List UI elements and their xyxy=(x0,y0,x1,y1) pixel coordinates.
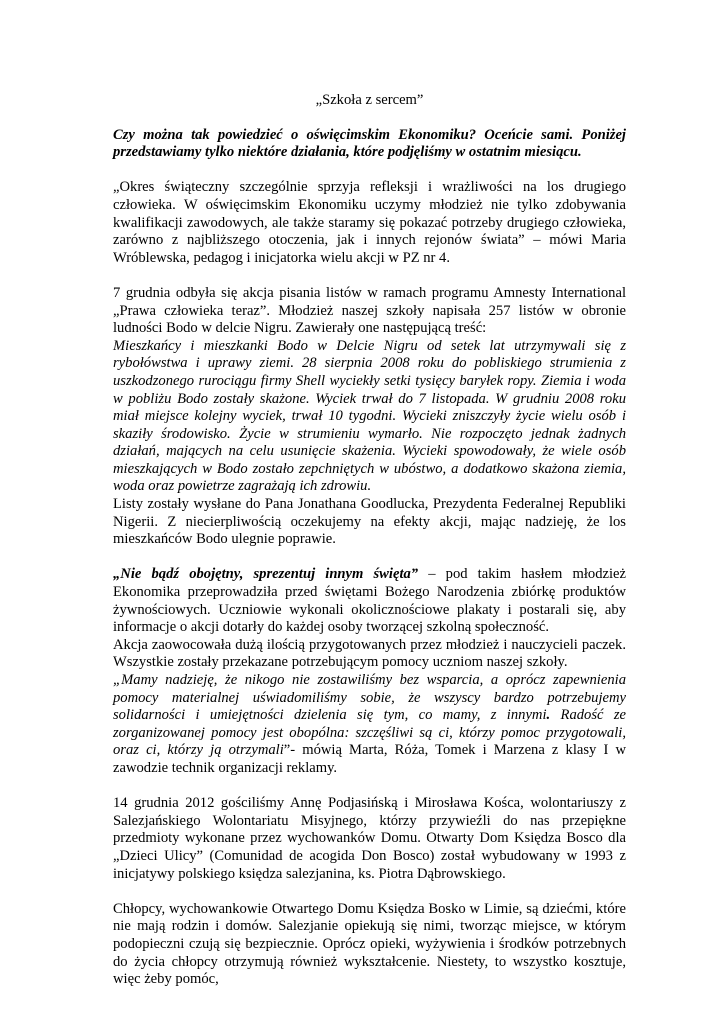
students-quote-dot: . xyxy=(546,707,551,724)
students-quote-attribution: ”- mówią Marta, Róża, Tomek i Marzena z klasy I w zawodzie technik organizacji reklamy. xyxy=(113,742,626,776)
amnesty-letter-quote: Mieszkańcy i mieszkanki Bodo w Delcie Nigru od setek lat utrzymywali się z rybołówstwa i uprawy ziemi. 28 sierpnia 2008 roku do pobliskiego strumienia z uszkodzonego rurociągu firmy Shell wyciekły setki tysięcy baryłek ropy. Ziemia i woda w pobliżu Bodo zostały skażone. Wyciek trwał do 7 listopada. W grudniu 2008 roku miał miejsce kolejny wyciek, trwał 10 tygodni. Wycieki zniszczyły życie wielu osób i skaziły środowisko. Życie w strumieniu wymarło. Nie rozpoczęto jednak żadnych działań, mających na celu usunięcie skażenia. Wycieki spowodowały, że wiele osób mieszkających w Bodo zostało zepchniętych w ubóstwo, a dodatkowo skażona ziemia, woda oraz powietrze zagrażają ich zdrowiu. xyxy=(113,337,626,495)
campaign-slogan: „Nie bądź obojętny, sprezentuj innym święta” xyxy=(113,566,419,583)
paragraph-volunteers: 14 grudnia 2012 gościliśmy Annę Podjasińską i Mirosława Kośca, wolontariuszy z Salezjańskiego Wolontariatu Misyjnego, którzy przywieźli do nas przepiękne przedmioty wykonane przez wychowanków Domu. Otwarty Dom Księdza Bosco dla „Dzieci Ulicy” (Comunidad de acogida Don Bosco) został wybudowany w 1993 z inicjatywy polskiego księdza salezjanina, ks. Piotra Dąbrowskiego. xyxy=(113,795,626,882)
paragraph-food-drive xyxy=(113,566,626,636)
paragraph-amnesty-result: Listy zostały wysłane do Pana Jonathana Goodlucka, Prezydenta Federalnej Republiki Nigerii. Z niecierpliwością oczekujemy na efekty akcji, mając nadzieję, że los mieszkańców Bodo ulegnie poprawie. xyxy=(113,496,626,548)
lead-paragraph: Czy można tak powiedzieć o oświęcimskim Ekonomiku? Oceńcie sami. Poniżej przedstawiamy tylko niektóre działania, które podjęliśmy w ostatnim miesiącu. xyxy=(113,126,626,161)
students-quote xyxy=(113,672,626,778)
document-title: „Szkoła z sercem” xyxy=(315,92,424,108)
students-quote-part-a: „Mamy nadzieję, że nikogo nie zostawiliśmy bez wsparcia, a oprócz zapewnienia pomocy materialnej uświadomiliśmy sobie, że wszyscy bardzo potrzebujemy solidarności i umiejętności dzielenia się tym, co mamy, z innymi xyxy=(113,672,626,724)
paragraph-food-drive-result: Akcja zaowocowała dużą ilością przygotowanych przez młodzież i nauczycieli paczek. Wszystkie zostały przekazane potrzebującym pomocy uczniom naszej szkoły. xyxy=(113,636,626,671)
food-drive-text: – pod takim hasłem młodzież Ekonomika przeprowadziła przed świętami Bożego Narodzenia zbiórkę produktów żywnościowych. Uczniowie wykonali okolicznościowe plakaty i postarali się, aby informacje o akcji dotarły do każdej osoby tworzącej szkolną społeczność. xyxy=(113,566,626,636)
paragraph-intro-quote: „Okres świąteczny szczególnie sprzyja refleksji i wrażliwości na los drugiego człowieka. W oświęcimskim Ekonomiku uczymy młodzież nie tylko zdobywania kwalifikacji zawodowych, ale także staramy się pokazać potrzeby drugiego człowieka, zarówno z najbliższego otoczenia, jak i innych rejonów świata” – mówi Maria Wróblewska, pedagog i inicjatorka wielu akcji w PZ nr 4. xyxy=(113,179,626,266)
document-body xyxy=(113,92,626,989)
students-quote-part-b: Radość ze zorganizowanej pomocy jest obopólna: szczęśliwi są ci, którzy pomoc przygotowali, oraz ci, którzy ją otrzymali xyxy=(113,707,626,759)
paragraph-amnesty: 7 grudnia odbyła się akcja pisania listów w ramach programu Amnesty International „Prawa człowieka teraz”. Młodzież naszej szkoły napisała 257 listów w obronie ludności Bodo w delcie Nigru. Zawierały one następującą treść: xyxy=(113,284,626,337)
paragraph-lima-home: Chłopcy, wychowankowie Otwartego Domu Księdza Bosko w Limie, są dziećmi, które nie mają rodzin i domów. Salezjanie opiekują się nimi, tworząc miejsce, w którym podopieczni czują się bezpiecznie. Oprócz opieki, wyżywienia i środków potrzebnych do życia chłopcy otrzymują również wykształcenie. Niestety, to wszystko kosztuje, więc żeby pomóc, xyxy=(113,900,626,988)
